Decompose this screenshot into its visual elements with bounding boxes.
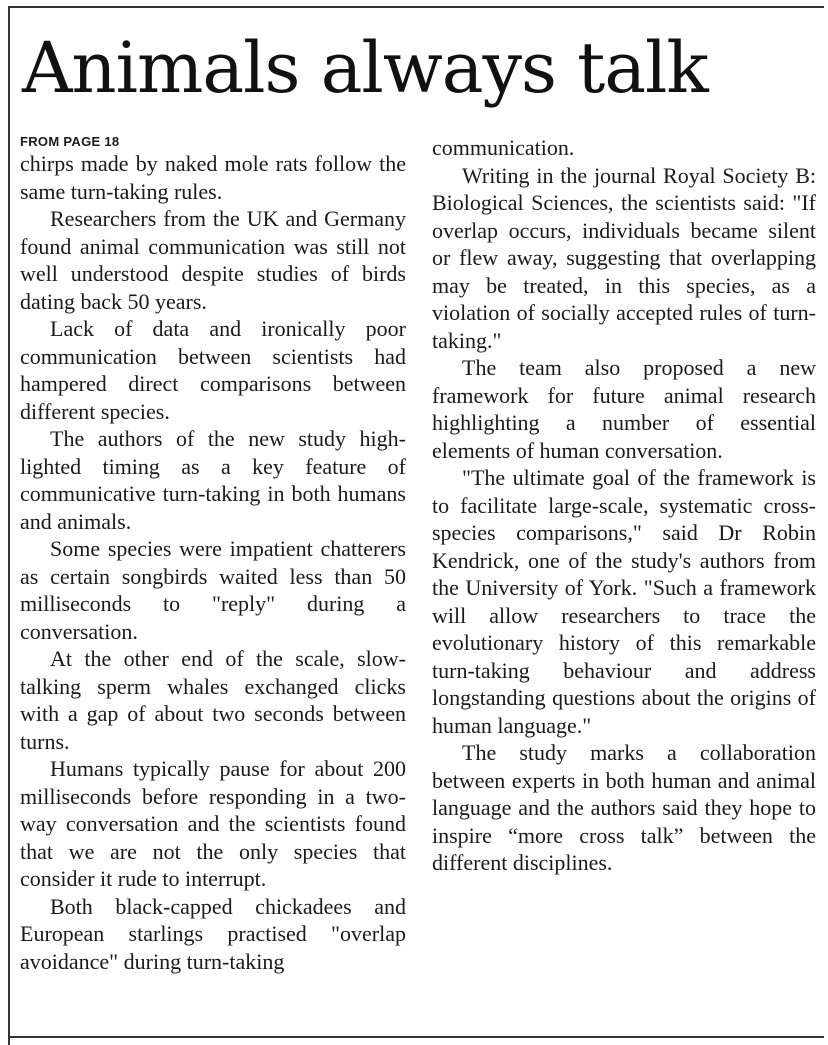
paragraph: Humans typically pause for about 200 milliseconds before responding in a two-way conversation and the scientists found that we are not the only species that consider it rude to interrupt.	[20, 756, 406, 891]
left-rule	[8, 6, 10, 1045]
paragraph: The study marks a collaboration between experts in both human and animal language and the authors said they hope to inspire “more cross talk” between the different disciplines.	[432, 740, 816, 875]
paragraph: communication.	[432, 135, 575, 160]
top-rule	[8, 6, 824, 8]
paragraph: "The ultimate goal of the framework is to facilitate large-scale, systematic cross-species comparisons," said Dr Robin Kendrick, one of the study's authors from the University of York. "Such a framework will allow researchers to trace the evolutionary history of this remarkable turn-taking behaviour and address longstanding questions about the origins of human language."	[432, 465, 816, 738]
paragraph: chirps made by naked mole rats follow the same turn-taking rules.	[20, 151, 406, 204]
paragraph: Both black-capped chickadees and European starlings practised "overlap avoidance" during turn-taking	[20, 893, 406, 974]
right-column	[432, 134, 816, 877]
bottom-rule	[8, 1036, 824, 1038]
headline: Animals always talk	[22, 27, 708, 109]
paragraph: Researchers from the UK and Germany found animal communication was still not well understood despite studies of birds dating back 50 years.	[20, 206, 406, 314]
paragraph: The authors of the new study highlighted timing as a key feature of communicative turn-taking in both humans and animals.	[20, 426, 406, 534]
left-column	[20, 134, 406, 975]
paragraph: Lack of data and ironically poor communication between scientists had hampered direct comparisons between different species.	[20, 316, 406, 424]
paragraph: Some species were impatient chatterers as certain songbirds waited less than 50 milliseconds to "reply" during a conversation.	[20, 536, 406, 644]
paragraph: The team also proposed a new framework for future animal research highlighting a number of essential elements of human conversation.	[432, 355, 816, 463]
paragraph: Writing in the journal Royal Society B: Biological Sciences, the scientists said: "If overlap occurs, individuals became silent or flew away, suggesting that overlapping may be treated, in this species, as a violation of socially accepted rules of turn-taking."	[432, 162, 816, 353]
continued-from-kicker: FROM PAGE 18	[20, 134, 120, 149]
paragraph: At the other end of the scale, slow-talking sperm whales exchanged clicks with a gap of about two seconds between turns.	[20, 646, 406, 754]
